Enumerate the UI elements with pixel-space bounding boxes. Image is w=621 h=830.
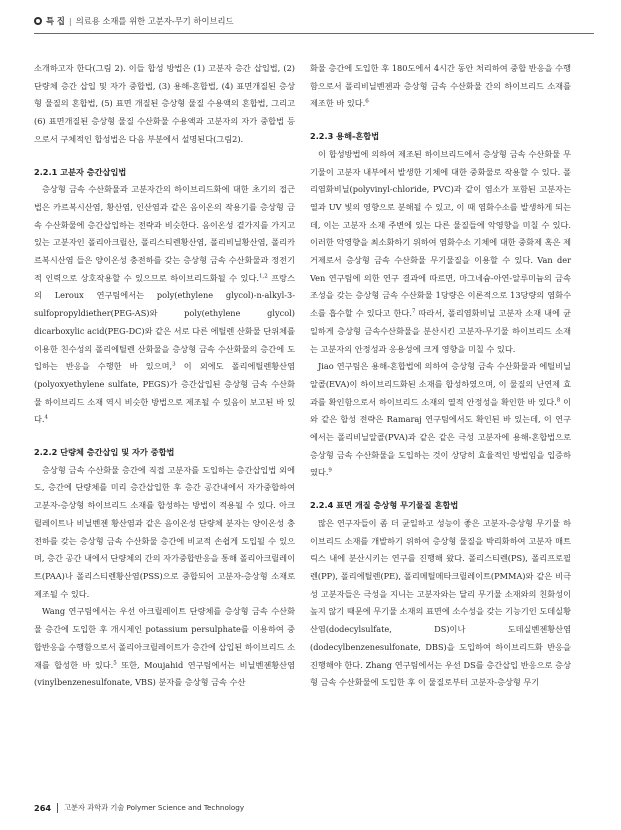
section-bullet-icon bbox=[34, 17, 42, 25]
section-heading-2-2-4: 2.2.4 표면 개질 층상형 무기물질 혼합법 bbox=[310, 500, 459, 511]
citation-ref: 5 bbox=[113, 659, 117, 666]
paragraph-2-2-3a bbox=[310, 146, 571, 358]
header-separator: | bbox=[68, 16, 72, 26]
footer-divider bbox=[57, 803, 58, 813]
citation-ref: 7 bbox=[411, 308, 416, 315]
paragraph-text: 프랑스의 Leroux 연구팀에서는 poly(ethylene glycol)-n-alkyl-3-sulfopropyldiether(PEG-AS)와 poly(ethylene glycol) dicarboxylic acid(PEG-DC)와 같은 서로 다른 에틸렌 산화물 단위체를 이용한 친수성의 폴리에틸렌 산화물을 층상형 금속 수산화물의 층간에 도입하는 반응을 수행한 바 있으며, bbox=[34, 272, 295, 372]
continued-paragraph bbox=[310, 60, 571, 113]
section-heading-2-2-2: 2.2.2 단량체 층간삽입 및 자가 중합법 bbox=[34, 447, 175, 458]
header-title: 의료용 소재를 위한 고분자-무기 하이브리드 bbox=[75, 16, 234, 26]
citation-ref: 9 bbox=[328, 467, 332, 474]
paragraph-text: 화물 층간에 도입한 후 180도에서 4시간 동안 처리하여 중합 반응을 수행함으로서 폴리비닐벤젠과 층상형 금속 수산화물 간의 하이브리드 소재를 제조한 바 있다. bbox=[310, 63, 571, 109]
paragraph-2-2-4: 많은 연구자들이 좀 더 균일하고 성능이 좋은 고분자-층상형 무기물 하이브리드 소재를 개발하기 위하여 층상형 물질을 박리화하여 고분자 매트릭스 내에 분산시키는 연구를 진행해 왔다. 폴리스티렌(PS), 폴리프로필렌(PP), 폴리에틸렌(PE), 폴리메틸메타크릴레이트(PMMA)와 같은 비극성 고분자들은 극성을 지니는 고분자와는 달리 무기물 소재와의 친화성이 높지 않기 때문에 무기물 소재의 표면에 소수성을 갖는 기능기인 도데실황산염(dodecylsulfate, DS)이나 도데실벤젠황산염(dodecylbenzenesulfonate, DBS)을 도입하여 하이브리드화 반응을 진행해야 한다. Zhang 연구팀에서는 우선 DS를 층간삽입 반응으로 층상형 금속 수산화물에 도입한 후 이 물질로부터 고분자-층상형 무기 bbox=[310, 517, 571, 688]
running-header bbox=[34, 10, 594, 32]
intro-paragraph: 소개하고자 한다(그림 2). 이들 합성 방법은 (1) 고분자 층간 삽입법, (2) 단량체 층간 삽입 및 자가 중합법, (3) 용해-혼합법, (4) 표면개질된 층상형 물질의 혼합법, (5) 표면 개질된 층상형 물질 수용액의 혼합법, 그리고 (6) 표면개질된 층상형 물질 수산화물 수용액과 고분자의 자가 중합법 등으로서 구체적인 합성법은 다음 부분에서 설명된다(그림2). bbox=[34, 63, 295, 144]
page-footer bbox=[34, 801, 244, 815]
paragraph-2-2-3b bbox=[310, 358, 571, 482]
header-section-label: 특 집 bbox=[46, 16, 65, 26]
citation-ref: 8 bbox=[556, 396, 561, 403]
paragraph-text: Jiao 연구팀은 용해-혼합법에 의하여 층상형 금속 수산화물과 에틸비닐알콜(EVA)이 하이브리드화된 소재를 합성하였으며, 이 물질의 난연제 효과를 확인함으로서 하이브리드 소재의 열적 안정성을 확인한 바 있다. bbox=[310, 361, 571, 407]
paragraph-2-2-2a: 층상형 금속 수산화물 층간에 직접 고분자를 도입하는 층간삽입법 외에도, 층간에 단량체를 미리 층간삽입한 후 층간 공간내에서 자가중합하여 고분자-층상형 하이브리드 소재를 합성하는 방법이 적용될 수 있다. 아크릴레이트나 비닐벤젠 황산염과 같은 음이온성 단량체 분자는 양이온성 충전하를 갖는 층상형 금속 수산화물 층간에 비교적 손쉽게 도입될 수 있으며, 층간 공간 내에서 단량체의 간의 자가중합반응을 통해 폴리아크릴레이트(PAA)나 폴리스티렌황산염(PSS)으로 중합되어 고분자-층상형 소재로 제조될 수 있다. bbox=[34, 464, 295, 599]
paragraph-text: 이 외에도 폴리에틸렌황산염(polyoxyethylene sulfate, PEGS)가 층간삽입된 층상형 금속 수산화물 하이브리드 소재 역시 비슷한 방법으로 제조될 수 있음이 보고된 바 있다. bbox=[34, 361, 295, 425]
paragraph-text: Wang 연구팀에서는 우선 아크릴레이트 단량체를 층상형 금속 수산화물 층간에 도입한 후 개시제인 potassium persulphate를 이용하여 중합반응을 수행함으로서 폴리아크릴레이트가 층간에 삽입된 하이브리드 소재를 합성한 바 있다. bbox=[34, 606, 295, 670]
paragraph-text: 또한, Moujahid 연구팀에서는 비닐벤젠황산염(vinylbenzenesulfonate, VBS) 분자를 층상형 금속 수산 bbox=[34, 659, 295, 688]
right-column bbox=[310, 60, 571, 692]
left-column bbox=[34, 60, 295, 692]
paragraph-2-2-2b bbox=[34, 603, 295, 692]
header-rule bbox=[34, 33, 594, 34]
section-heading-2-2-1: 2.2.1 고분자 층간삽입법 bbox=[34, 166, 127, 177]
paragraph-text: 이와 같은 합성 전략은 Ramaraj 연구팀에서도 확인된 바 있는데, 이 연구에서는 폴리비닐알콜(PVA)과 같은 같은 극성 고분자에 용해-혼합법으로 층상형 금속 수산화물을 도입하는 것이 상당히 효율적인 방법임을 입증하였다. bbox=[310, 396, 571, 478]
citation-ref: 4 bbox=[44, 414, 49, 421]
paragraph-text: 이 합성방법에 의하여 제조된 하이브리드에서 층상형 금속 수산화물 무기물이 고분자 내부에서 발생한 기체에 대한 중화물로 작용할 수 있다. 폴리염화비닐(polyvinyl-chloride, PVC)과 같이 염소가 포함된 고분자는 열과 UV 빛의 영향으로 분해될 수 있고, 이 때 염화수소를 발생하게 되는데, 이는 고분자 소재 주변에 있는 다른 물질들에 악영향을 미칠 수 있다. 이러한 악영향을 최소화하기 위하여 염화수소 기체에 대한 중화제 혹은 제거제로서 층상형 금속 수산화물 무기물질을 이용할 수 있다. Van der Ven 연구팀에 의한 연구 결과에 따르면, 마그네슘-아연-알루미늄의 금속 조성을 갖는 층상형 금속 수산화물 1당량은 이론적으로 13당량의 염화수소를 흡수할 수 있다고 한다. bbox=[310, 148, 571, 319]
page-number: 264 bbox=[34, 803, 52, 813]
journal-name: 고분자 과학과 기술 Polymer Science and Technology bbox=[64, 803, 245, 812]
paragraph-text: 층상형 금속 수산화물과 고분자간의 하이브리드화에 대한 초기의 접근법은 카르복시산염, 황산염, 인산염과 같은 음이온의 작용기를 층상형 금속 수산화물에 층간삽입하는 전략과 비슷한다. 음이온성 곁가지를 가지고 있는 고분자인 폴리아크릴산, 폴리스티렌황산염, 폴리비닐황산염, 폴리카르복시산염 들은 양이온성 충전하를 갖는 층상형 금속 수산화물과 정전기적 인력으로 상호작용할 수 있으므로 하이브리드화될 수 있다. bbox=[34, 184, 295, 283]
paragraph-text: 따라서, 폴리염화비닐 고분자 소재 내에 균일하게 층상형 금속수산화물을 분산시킨 고분자-무기물 하이브리드 소재는 고분자의 안정성과 응용성에 크게 영향을 미칠 수 있다. bbox=[310, 308, 571, 354]
citation-ref: 3 bbox=[172, 361, 176, 368]
paragraph-2-2-1 bbox=[34, 181, 295, 429]
citation-ref: 6 bbox=[365, 98, 369, 105]
citation-ref: 1,2 bbox=[258, 273, 268, 279]
section-heading-2-2-3: 2.2.3 용해-혼합법 bbox=[310, 131, 380, 142]
